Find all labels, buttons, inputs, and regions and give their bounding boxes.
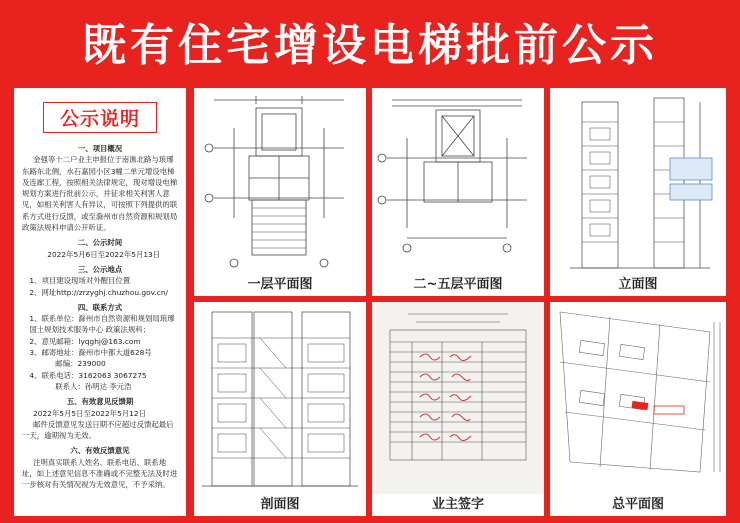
section-line: 邮编：239000	[55, 359, 106, 369]
section-drawing	[194, 302, 366, 494]
section-title: 一、项目概况	[77, 144, 123, 153]
notice-heading: 公示说明	[14, 102, 186, 133]
drawing-panel-site-plan	[550, 302, 726, 516]
section-line: 2、意见邮箱：lyqghj@163.com	[29, 336, 141, 346]
section-paragraph: 注明真实联系人姓名、联系电话、联系地址，如上述意见信息不准确或不完整无法及时进一步核对有关情况视为无效意见，不予采纳。	[22, 457, 178, 490]
section-line: 联系人：孙明达 李元浩	[55, 381, 132, 391]
floor1-plan-drawing	[194, 88, 366, 274]
panel-caption: 业主签字	[372, 494, 544, 516]
drawing-panel-floor1	[194, 88, 366, 296]
section-line: 2、网址http://zrzyghj.chuzhou.gov.cn/	[29, 287, 169, 297]
section-title: 三、公示地点	[77, 264, 123, 274]
panel-caption: 一层平面图	[194, 274, 366, 296]
panel-caption: 二~五层平面图	[372, 274, 544, 296]
drawing-panel-elevation	[550, 88, 726, 296]
notice-body	[14, 133, 186, 491]
section-title: 五、有效意见反馈期	[66, 397, 134, 407]
site-plan-drawing	[550, 302, 726, 494]
owner-signature-sheet	[372, 302, 544, 494]
drawing-panel-section	[194, 302, 366, 516]
panel-caption: 剖面图	[194, 494, 366, 516]
floor2-5-plan-drawing	[372, 88, 544, 274]
section-paragraph: 邮件反馈意见发送日期不应超过反馈起最后一天，逾期视为无效。	[22, 419, 174, 441]
section-line: 4、联系电话：3162063 3067275	[29, 370, 147, 380]
section-paragraph: 2022年5月5日至2022年5月12日	[33, 408, 146, 418]
notice-panel	[14, 88, 186, 516]
panel-caption: 总平面图	[550, 494, 726, 516]
section-line: 3、邮寄地址：滁州市中都大道628号	[29, 348, 152, 358]
section-title: 二、公示时间	[77, 238, 123, 248]
panel-caption: 立面图	[550, 274, 726, 296]
section-paragraph: 金强等十二户业主申报位于南谯北路与琅琊东路东北侧，水石嘉园小区3幢二单元增设电梯及连廊工程，按照相关法律规定，现对增设电梯规划方案进行批前公示，并征求相关利害人意见，如相关利害人有异议，可按照下列提供的联系方式进行反馈，或至滁州市自然资源和规划局政策法规科申请公开听证。	[22, 155, 178, 233]
section-line: 1、项目建设现场对外醒目位置	[29, 276, 131, 286]
section-line: 2022年5月6日至2022年5月13日	[47, 249, 161, 259]
section-title: 六、有效反馈意见	[70, 446, 130, 456]
section-line: 1、联系单位：滁州市自然资源和规划局琅琊国土规划技术服务中心 政策法规科；	[29, 314, 175, 335]
drawing-panel-signatures	[372, 302, 544, 516]
board-title: 既有住宅增设电梯批前公示	[82, 20, 658, 71]
elevation-drawing	[550, 88, 726, 274]
drawing-panel-floor2-5	[372, 88, 544, 296]
section-title: 四、联系方式	[77, 302, 123, 312]
